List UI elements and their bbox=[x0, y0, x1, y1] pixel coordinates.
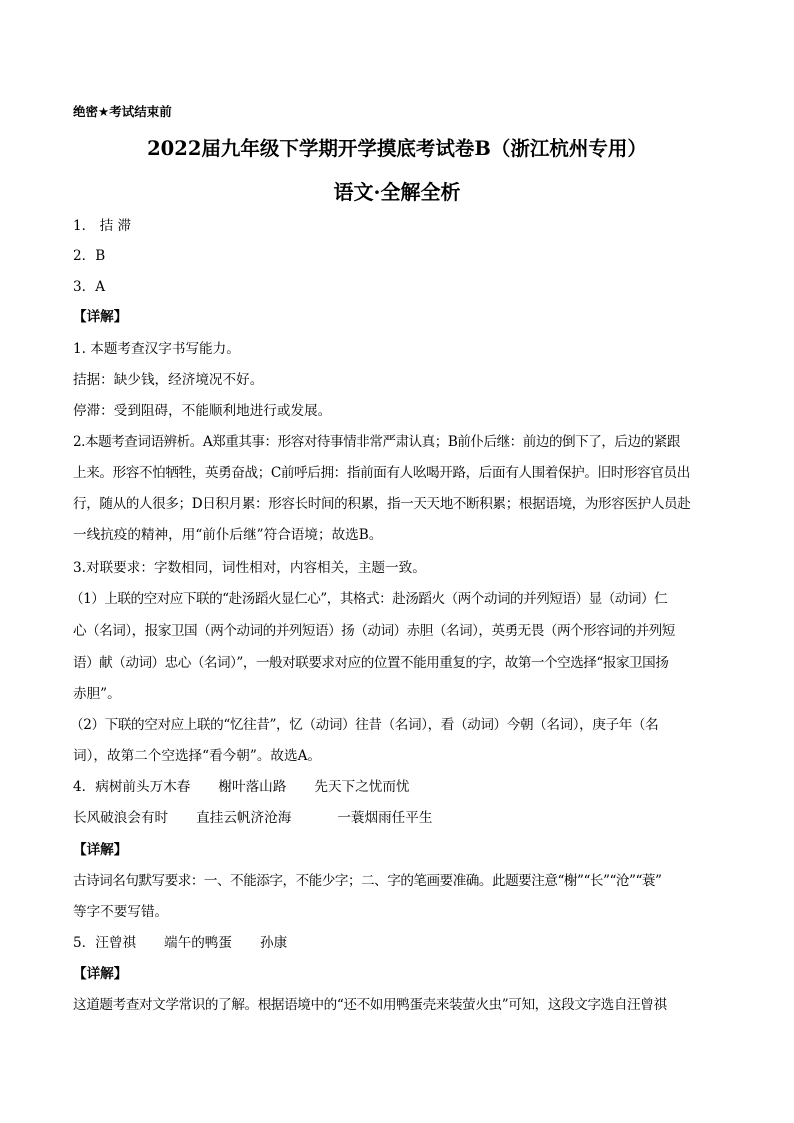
answer-item: 5．汪曾祺 bbox=[73, 935, 137, 951]
document-title: 2022届九年级下学期开学摸底考试卷B（浙江杭州专用） bbox=[147, 137, 647, 160]
paragraph-line: 词），故第二个空选择“看今朝”。故选A。 bbox=[73, 748, 322, 764]
answer-item: 端午的鸭蛋 bbox=[164, 935, 232, 951]
paragraph-line: 1. 本题考查汉字书写能力。 bbox=[73, 341, 240, 357]
answer-2: 2．B bbox=[73, 248, 106, 264]
detail-heading: 【详解】 bbox=[73, 842, 128, 858]
paragraph-line: 语）献（动词）忠心（名词）”，一般对联要求对应的位置不能用重复的字，故第一个空选择“报家卫国扬 bbox=[73, 655, 669, 671]
poem-line: 先天下之忧而忧 bbox=[314, 779, 410, 795]
paragraph-line: 等字不要写错。 bbox=[73, 904, 169, 920]
answer-4-row-1 bbox=[73, 777, 410, 797]
answer-item: 孙康 bbox=[260, 935, 288, 951]
detail-heading: 【详解】 bbox=[73, 966, 128, 982]
paragraph-line: 3.对联要求：字数相同，词性相对，内容相关，主题一致。 bbox=[73, 560, 426, 576]
paragraph-line: 2.本题考查词语辨析。A郑重其事：形容对待事情非常严肃认真；B前仆后继：前边的倒下了，后边的紧跟 bbox=[73, 434, 680, 450]
poem-line: 直挂云帆济沧海 bbox=[196, 810, 292, 826]
detail-heading: 【详解】 bbox=[73, 309, 128, 325]
answer-1: 1． 拮 滞 bbox=[73, 218, 132, 234]
answer-4-row-2 bbox=[73, 808, 432, 828]
paragraph-line: （1）上联的空对应下联的“赴汤蹈火显仁心”，其格式：赴汤蹈火（两个动词的并列短语）显（动词）仁 bbox=[70, 591, 668, 607]
secret-label: 绝密★考试结束前 bbox=[73, 104, 172, 119]
document-subtitle: 语文·全解全析 bbox=[333, 180, 461, 204]
paragraph-line: 上来。形容不怕牺牲，英勇奋战；C前呼后拥：指前面有人吆喝开路，后面有人围着保护。旧时形容官员出 bbox=[73, 465, 690, 481]
paragraph-line: 古诗词名句默写要求：一、不能添字，不能少字；二、字的笔画要准确。此题要注意“榭”“长”“沧”“蓑” bbox=[73, 873, 662, 889]
paragraph-line: （2）下联的空对应上联的“忆往昔”，忆（动词）往昔（名词），看（动词）今朝（名词），庚子年（名 bbox=[70, 717, 659, 733]
paragraph-line: 行，随从的人很多；D日积月累：形容长时间的积累，指一天天地不断积累；根据语境，为形容医护人员赴 bbox=[73, 496, 691, 512]
paragraph-line: 拮据：缺少钱，经济境况不好。 bbox=[73, 372, 264, 388]
paragraph-line: 停滞：受到阻碍，不能顺利地进行或发展。 bbox=[73, 403, 332, 419]
poem-line: 一蓑烟雨任平生 bbox=[337, 810, 433, 826]
paragraph-line: 一线抗疫的精神，用“前仆后继”符合语境；故选B。 bbox=[73, 527, 383, 543]
answer-3: 3．A bbox=[73, 279, 106, 295]
poem-line: 4．病树前头万木春 bbox=[73, 779, 191, 795]
paragraph-line: 赤胆”。 bbox=[73, 686, 121, 702]
poem-line: 长风破浪会有时 bbox=[73, 810, 169, 826]
answer-5-row bbox=[73, 933, 287, 953]
paragraph-line: 心（名词），报家卫国（两个动词的并列短语）扬（动词）赤胆（名词），英勇无畏（两个形容词的并列短 bbox=[73, 623, 675, 639]
paragraph-line: 这道题考查对文学常识的了解。根据语境中的“还不如用鸭蛋壳来装萤火虫”可知，这段文字选自汪曾祺 bbox=[73, 997, 667, 1013]
poem-line: 榭叶落山路 bbox=[218, 779, 287, 795]
